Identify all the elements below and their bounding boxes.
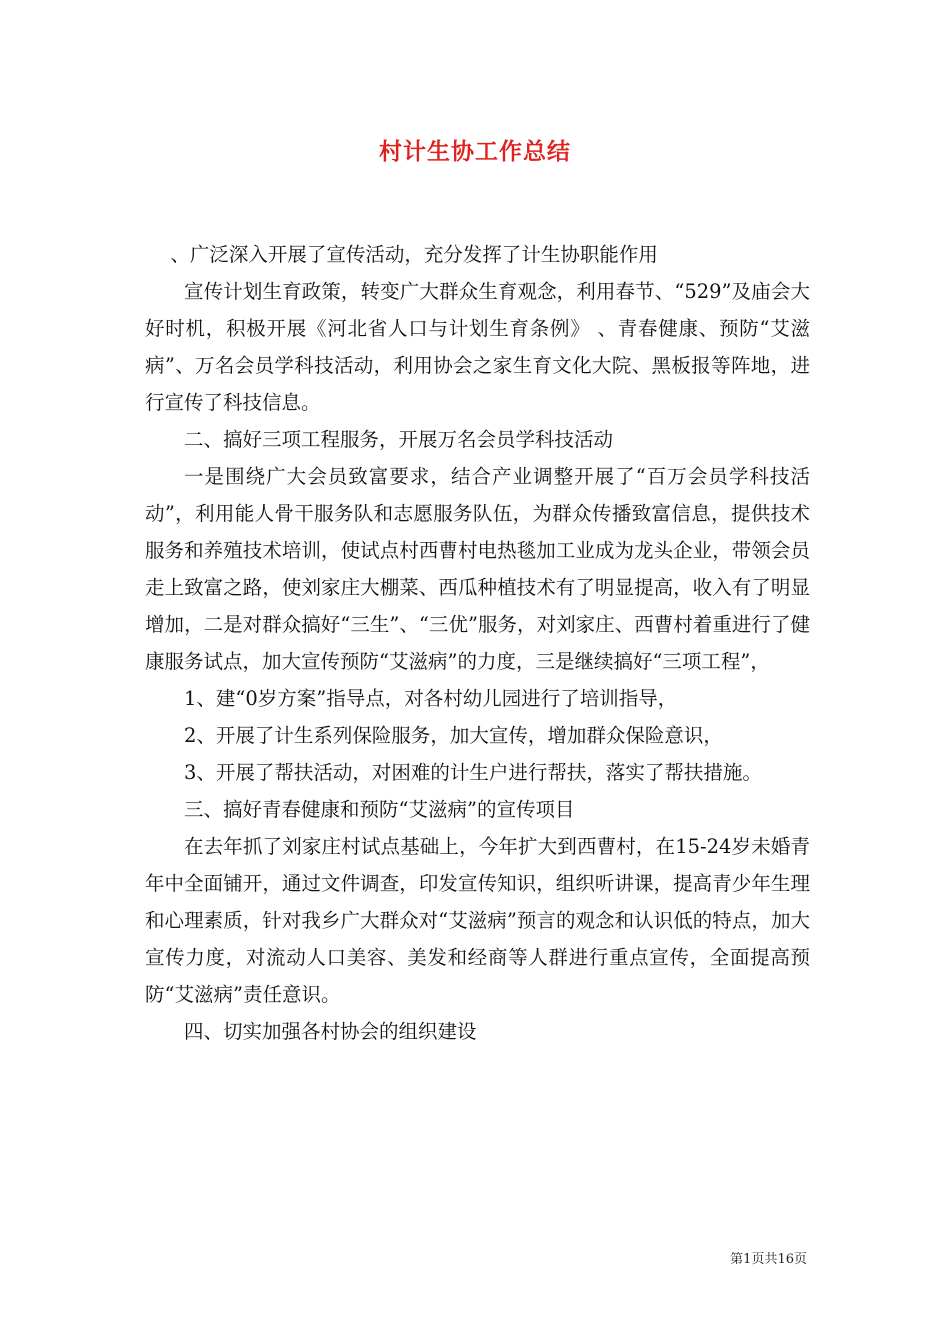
paragraph-7-item: 3、开展了帮扶活动，对困难的计生户进行帮扶，落实了帮扶措施。	[184, 761, 762, 784]
paragraph-8-heading: 三、搞好青春健康和预防“艾滋病”的宣传项目	[184, 798, 575, 821]
paragraph-9: 在去年抓了刘家庄村试点基础上，今年扩大到西曹村，在15-24岁未婚青年中全面铺开，通过文件调查，印发宣传知识，组织听讲课，提高青少年生理和心理素质，针对我乡广大群众对“艾滋病”预言的观念和认识低的特点，加大宣传力度，对流动人口美容、美发和经商等人群进行重点宣传，全面提高预防“艾滋病”责任意识。	[145, 835, 810, 1006]
paragraph-6-item: 2、开展了计生系列保险服务，加大宣传，增加群众保险意识，	[184, 724, 723, 747]
paragraph-3-heading: 二、搞好三项工程服务，开展万名会员学科技活动	[184, 428, 614, 451]
paragraph-2: 宣传计划生育政策，转变广大群众生育观念，利用春节、“529”及庙会大好时机，积极开展《河北省人口与计划生育条例》 、青春健康、预防“艾滋病”、万名会员学科技活动，利用协会之家生育文化大院、黑板报等阵地，进行宣传了科技信息。	[145, 280, 810, 414]
paragraph-4: 一是围绕广大会员致富要求，结合产业调整开展了“百万会员学科技活动”，利用能人骨干服务队和志愿服务队伍，为群众传播致富信息，提供技术服务和养殖技术培训，使试点村西曹村电热毯加工业成为龙头企业，带领会员走上致富之路，使刘家庄大棚菜、西瓜种植技术有了明显提高，收入有了明显增加，二是对群众搞好“三生”、“三优”服务，对刘家庄、西曹村着重进行了健康服务试点，加大宣传预防“艾滋病”的力度，三是继续搞好“三项工程”，	[145, 465, 810, 673]
paragraph-5-item: 1、建“0岁方案”指导点，对各村幼儿园进行了培训指导，	[184, 687, 678, 710]
paragraph-10-heading: 四、切实加强各村协会的组织建设	[184, 1020, 477, 1043]
paragraph-1: 、广泛深入开展了宣传活动，充分发挥了计生协职能作用	[170, 243, 658, 266]
document-title: 村计生协工作总结	[379, 138, 571, 165]
document-body	[145, 236, 810, 1050]
page-number-footer: 第1页共16页	[730, 1252, 807, 1267]
